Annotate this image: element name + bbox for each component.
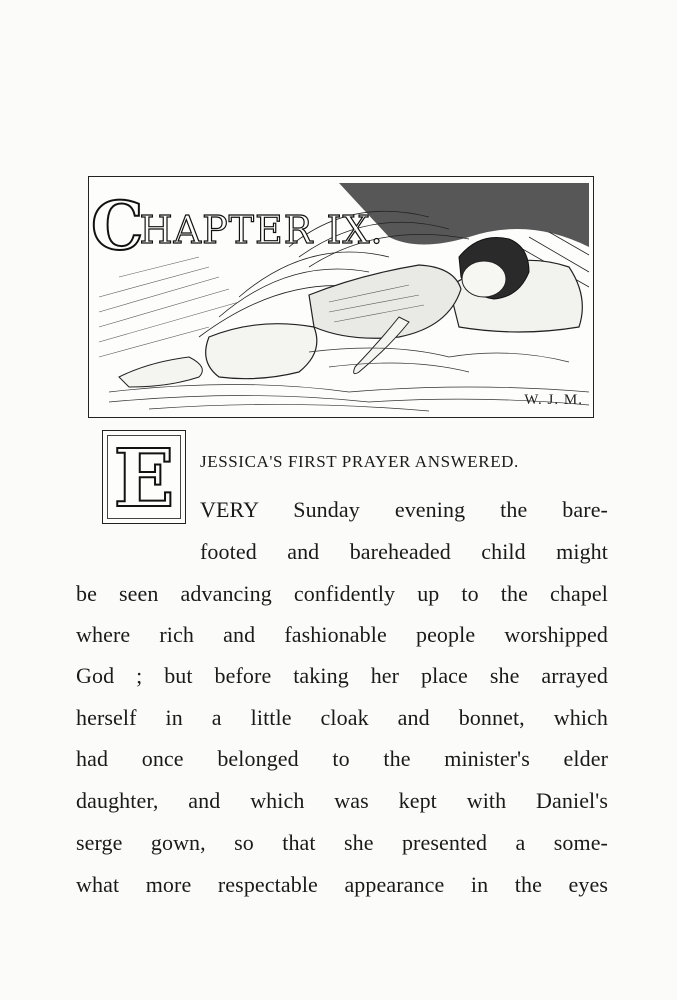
chapter-title: JESSICA'S FIRST PRAYER ANSWERED. bbox=[200, 452, 519, 471]
chapter-heading bbox=[91, 187, 384, 265]
text-line: footed and bareheaded child might bbox=[200, 539, 608, 564]
drop-cap-box bbox=[102, 430, 186, 524]
text-line: serge gown, so that she presented a some- bbox=[76, 830, 608, 855]
text-line: daughter, and which was kept with Daniel's bbox=[76, 788, 608, 813]
chapter-illustration bbox=[88, 176, 594, 418]
text-line: VERY Sunday evening the bare- bbox=[200, 497, 608, 522]
chapter-heading-initial: C bbox=[91, 187, 144, 265]
text-line: be seen advancing confidently up to the chapel bbox=[76, 581, 608, 606]
text-line: had once belonged to the minister's elder bbox=[76, 746, 608, 771]
drop-cap-letter: E bbox=[113, 431, 175, 525]
text-line: where rich and fashionable people worshipped bbox=[76, 622, 608, 647]
text-line: what more respectable appearance in the eyes bbox=[76, 872, 608, 897]
illustrator-signature: W. J. M. bbox=[524, 392, 583, 408]
text-line: God ; but before taking her place she arrayed bbox=[76, 663, 608, 688]
text-line: herself in a little cloak and bonnet, which bbox=[76, 705, 608, 730]
chapter-heading-rest: HAPTER IX. bbox=[139, 208, 384, 252]
